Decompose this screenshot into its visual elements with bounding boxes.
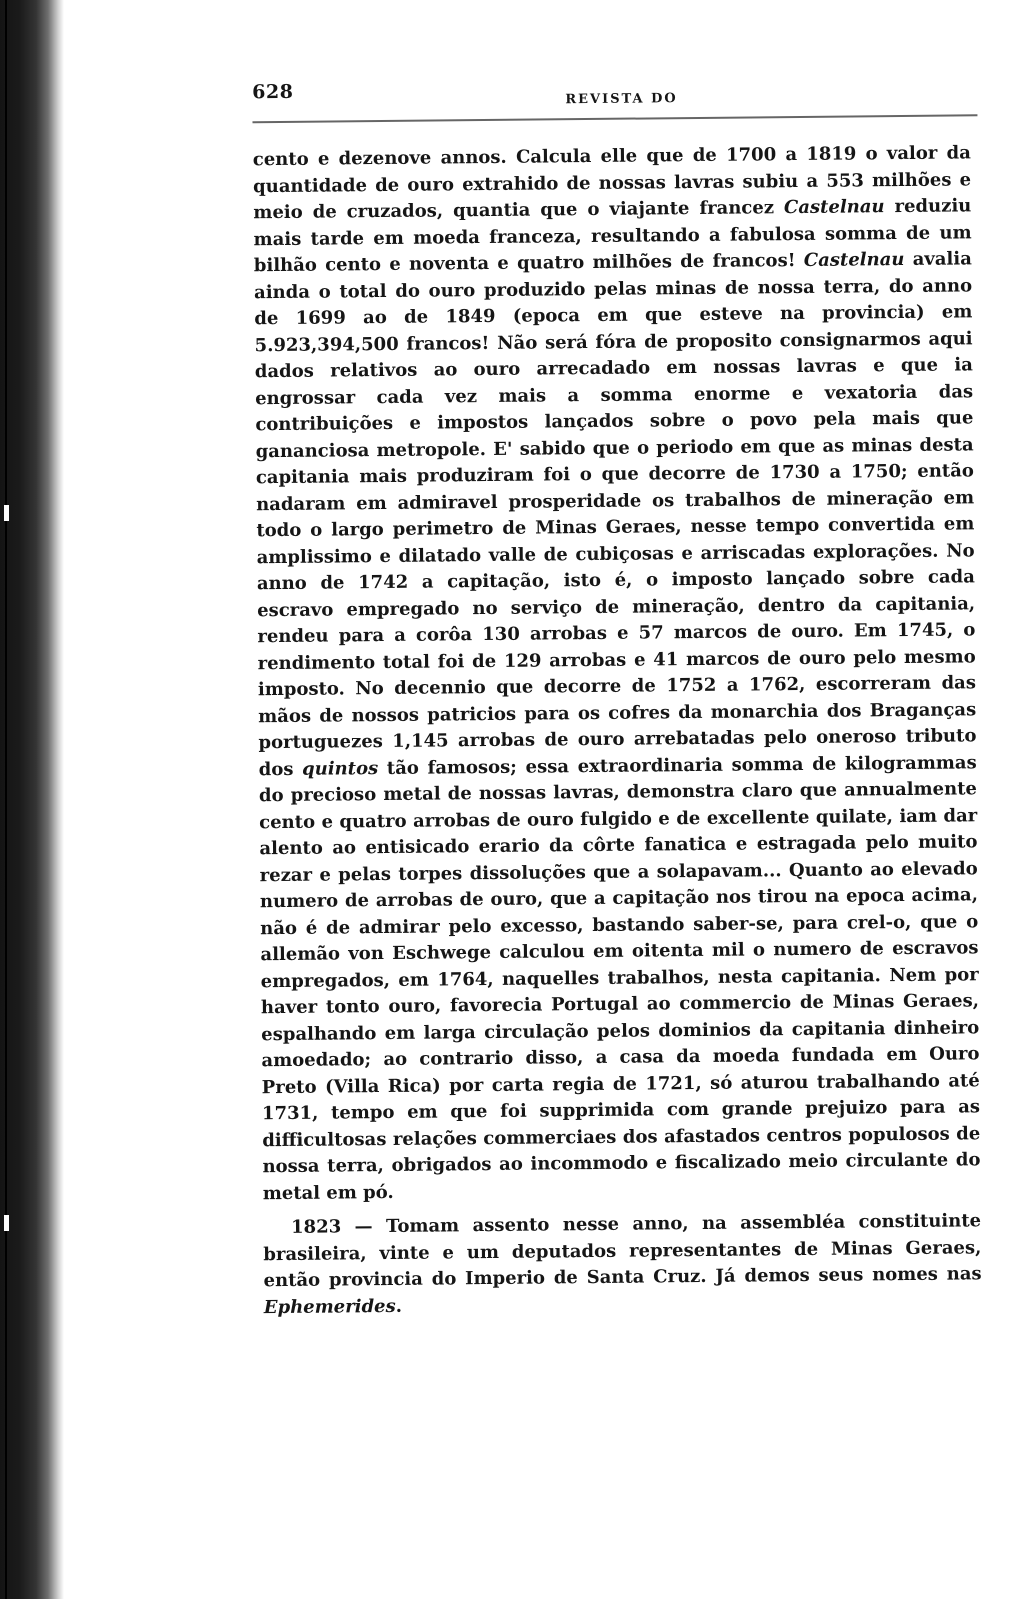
text-run: . xyxy=(395,1295,403,1317)
text-run: tão famosos; essa extraordinaria somma de kilogrammas do precioso metal de nossas lavras, demonstra claro que annualmente cento e quatro arrobas de ouro fulgido e de excellente quilate, iam dar alento ao entisicado erario da côrte fanatica e estragada pelo muito rezar e pelas torpes dissoluções que a solapavam... Quanto ao elevado numero de arrobas de ouro, que a capitação nos tirou na epoca acima, não é de admirar pelo excesso, bastando saber-se, para crel-o, que o allemão von Eschwege calculou em oitenta mil o numero de escravos empregados, em 1764, naquelles trabalhos, nesta capitania. Nem por haver tonto ouro, favorecia Portugal ao commercio de Minas Geraes, espalhando em larga circulação pelos dominios da capitania dinheiro amoedado; ao contrario disso, a casa da moeda fundada em Ouro Preto (Villa Rica) por carta regia de 1721, só aturou trabalhando até 1731, tempo em que foi supprimida com grande prejuizo para as difficultosas relações commerciaes dos afastados centros populosos de nossa terra, obrigados ao incommodo e fiscalizado meio circulante do metal em pó. xyxy=(258,751,981,1204)
page-header xyxy=(200,66,980,123)
page-number: 628 xyxy=(252,80,294,104)
text-run: reduziu mais tarde em moeda franceza, resultando a fabulosa somma de um bilhão cento e noventa e quatro milhões de francos! xyxy=(253,195,972,277)
body-text xyxy=(253,140,982,1321)
text-run: 1823 — Tomam assento nesse anno, na assembléa constituinte brasileira, vinte e um deputados representantes de Minas Geraes, então provincia do Imperio de Santa Cruz. Já demos seus nomes nas xyxy=(263,1210,982,1292)
paragraph xyxy=(253,140,981,1207)
italic-title: Ephemerides xyxy=(263,1295,396,1318)
spine-notch xyxy=(4,1215,9,1231)
text-run: avalia ainda o total do ouro produzido pelas minas de nossa terra, do anno de 1699 ao de 1849 (epoca em que esteve na provincia) em 5.923,394,500 francos! Não será fóra de proposito consignarmos aqui dados relativos ao ouro arrecadado em nossas lavras e que ia engrossar cada vez mais a somma enorme e vexatoria das contribuições e impostos lançados sobre o povo pela mais que gananciosa metropole. E' sabido que o periodo em que as minas desta capitania mais produziram foi o que decorre de 1730 a 1750; então nadaram em admiravel prosperidade os trabalhos de mineração em todo o largo perimetro de Minas Geraes, nesse tempo convertida em amplissimo e dilatado valle de cubiçosas e arriscadas explorações. No anno de 1742 a capitação, isto é, o imposto lançado sobre cada escravo empregado no serviço de mineração, dentro da capitania, rendeu para a corôa 130 arrobas e 57 marcos de ouro. Em 1745, o rendimento total foi de 129 arrobas e 41 marcos de ouro pelo mesmo imposto. No decennio que decorre de 1752 a 1762, escorreram das mãos de nossos patricios para os cofres da monarchia dos Braganças portuguezes 1,145 arrobas de ouro arrebatadas pelo oneroso tributo dos xyxy=(254,248,977,780)
spine-edge-line xyxy=(5,0,7,1599)
spine-notch xyxy=(4,505,9,521)
book-page xyxy=(200,66,995,1593)
book-spine-shadow xyxy=(0,0,64,1599)
running-head: REVISTA DO xyxy=(565,91,678,108)
italic-term: quintos xyxy=(302,757,379,780)
header-rule xyxy=(252,114,977,123)
paragraph xyxy=(263,1208,982,1321)
italic-name: Castelnau xyxy=(783,196,885,219)
italic-name: Castelnau xyxy=(803,248,905,271)
text-run: cento e dezenove annos. Calcula elle que de 1700 a 1819 o valor da quantidade de ouro extrahido de nossas lavras subiu a 553 milhões e meio de cruzados, quantia que o viajante francez xyxy=(252,142,972,224)
